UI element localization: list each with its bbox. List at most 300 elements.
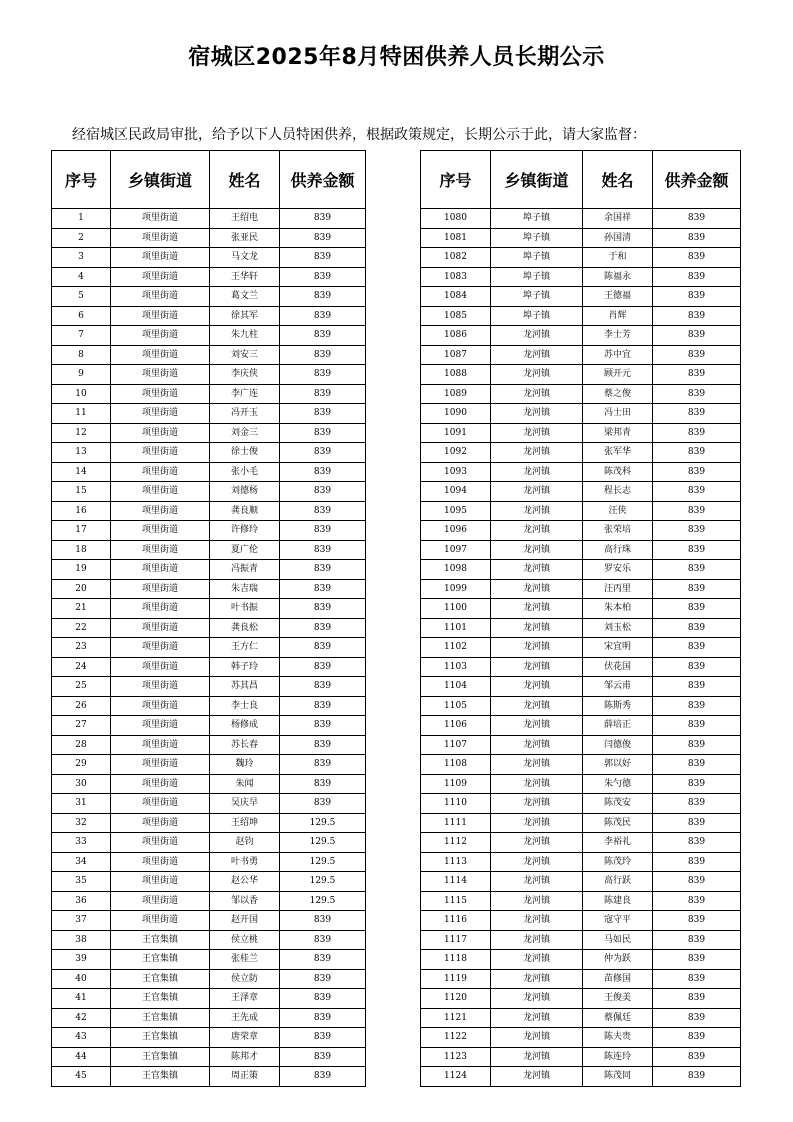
table-row xyxy=(52,599,366,619)
cell-amount: 839 xyxy=(280,930,366,950)
cell-town: 王官集镇 xyxy=(111,930,210,950)
table-row xyxy=(421,1067,741,1087)
cell-name: 苏中宜 xyxy=(583,345,653,365)
cell-amount: 839 xyxy=(653,462,741,482)
cell-amount: 839 xyxy=(280,1028,366,1048)
cell-town: 项里街道 xyxy=(111,794,210,814)
cell-amount: 839 xyxy=(653,209,741,229)
cell-name: 侯立桃 xyxy=(210,930,280,950)
cell-name: 邹云甫 xyxy=(583,677,653,697)
cell-amount: 839 xyxy=(280,209,366,229)
table-row xyxy=(421,989,741,1009)
table-row xyxy=(52,833,366,853)
cell-index: 1121 xyxy=(421,1008,491,1028)
cell-name: 陈福永 xyxy=(583,267,653,287)
table-row xyxy=(52,794,366,814)
cell-amount: 839 xyxy=(653,482,741,502)
table-row xyxy=(421,267,741,287)
cell-index: 14 xyxy=(52,462,111,482)
cell-amount: 839 xyxy=(280,677,366,697)
intro-text: 经宿城区民政局审批，给予以下人员特困供养，根据政策规定，长期公示于此，请大家监督： xyxy=(72,127,646,143)
table-row xyxy=(421,833,741,853)
page-title: 宿城区2025年8月特困供养人员长期公示 xyxy=(188,45,605,70)
cell-index: 1083 xyxy=(421,267,491,287)
cell-name: 徐士俊 xyxy=(210,443,280,463)
cell-index: 45 xyxy=(52,1067,111,1087)
cell-name: 李裕礼 xyxy=(583,833,653,853)
cell-name: 王华轩 xyxy=(210,267,280,287)
cell-amount: 839 xyxy=(280,501,366,521)
cell-index: 1104 xyxy=(421,677,491,697)
cell-name: 于和 xyxy=(583,248,653,268)
cell-town: 龙河镇 xyxy=(491,579,583,599)
cell-town: 项里街道 xyxy=(111,677,210,697)
cell-name: 叶书振 xyxy=(210,599,280,619)
cell-town: 王官集镇 xyxy=(111,989,210,1009)
cell-name: 赵钧 xyxy=(210,833,280,853)
cell-index: 11 xyxy=(52,404,111,424)
cell-amount: 839 xyxy=(280,618,366,638)
cell-index: 1097 xyxy=(421,540,491,560)
cell-town: 项里街道 xyxy=(111,248,210,268)
cell-amount: 839 xyxy=(280,657,366,677)
cell-amount: 839 xyxy=(653,267,741,287)
cell-amount: 129.5 xyxy=(280,813,366,833)
cell-name: 侯立防 xyxy=(210,969,280,989)
cell-name: 王先成 xyxy=(210,1008,280,1028)
cell-amount: 839 xyxy=(280,1067,366,1087)
cell-name: 徐其军 xyxy=(210,306,280,326)
cell-index: 1102 xyxy=(421,638,491,658)
cell-amount: 839 xyxy=(653,501,741,521)
cell-town: 项里街道 xyxy=(111,267,210,287)
table-row xyxy=(421,755,741,775)
cell-amount: 839 xyxy=(653,1028,741,1048)
cell-amount: 839 xyxy=(653,989,741,1009)
cell-town: 埠子镇 xyxy=(491,287,583,307)
cell-town: 龙河镇 xyxy=(491,326,583,346)
cell-index: 1088 xyxy=(421,365,491,385)
cell-amount: 839 xyxy=(280,989,366,1009)
cell-index: 1082 xyxy=(421,248,491,268)
cell-name: 朱闻 xyxy=(210,774,280,794)
cell-index: 28 xyxy=(52,735,111,755)
cell-amount: 839 xyxy=(653,521,741,541)
cell-amount: 839 xyxy=(653,306,741,326)
cell-amount: 839 xyxy=(280,326,366,346)
table-row xyxy=(52,716,366,736)
cell-amount: 839 xyxy=(653,1047,741,1067)
cell-town: 项里街道 xyxy=(111,345,210,365)
cell-index: 1112 xyxy=(421,833,491,853)
cell-amount: 839 xyxy=(653,423,741,443)
cell-amount: 839 xyxy=(653,345,741,365)
cell-town: 项里街道 xyxy=(111,579,210,599)
cell-index: 2 xyxy=(52,228,111,248)
cell-name: 高行跃 xyxy=(583,872,653,892)
cell-name: 邹以香 xyxy=(210,891,280,911)
table-row xyxy=(421,969,741,989)
cell-name: 仲为跃 xyxy=(583,950,653,970)
table-row xyxy=(421,404,741,424)
table-row xyxy=(52,677,366,697)
cell-town: 项里街道 xyxy=(111,540,210,560)
table-row xyxy=(52,1028,366,1048)
cell-index: 39 xyxy=(52,950,111,970)
cell-town: 龙河镇 xyxy=(491,384,583,404)
cell-index: 1087 xyxy=(421,345,491,365)
table-row xyxy=(52,813,366,833)
cell-amount: 839 xyxy=(653,716,741,736)
cell-town: 埠子镇 xyxy=(491,248,583,268)
cell-index: 1085 xyxy=(421,306,491,326)
table-row xyxy=(52,1008,366,1028)
cell-index: 1108 xyxy=(421,755,491,775)
cell-name: 伏花国 xyxy=(583,657,653,677)
cell-amount: 839 xyxy=(653,618,741,638)
cell-name: 吴庆早 xyxy=(210,794,280,814)
table-row xyxy=(421,891,741,911)
table-row xyxy=(52,774,366,794)
cell-name: 冯振青 xyxy=(210,560,280,580)
table-row xyxy=(52,969,366,989)
cell-amount: 839 xyxy=(653,443,741,463)
cell-town: 项里街道 xyxy=(111,501,210,521)
table-row xyxy=(52,384,366,404)
cell-amount: 839 xyxy=(280,404,366,424)
cell-amount: 839 xyxy=(653,1008,741,1028)
cell-amount: 839 xyxy=(280,911,366,931)
cell-town: 项里街道 xyxy=(111,306,210,326)
table-row xyxy=(421,540,741,560)
cell-index: 41 xyxy=(52,989,111,1009)
cell-index: 1 xyxy=(52,209,111,229)
cell-town: 项里街道 xyxy=(111,462,210,482)
table-row xyxy=(52,423,366,443)
cell-name: 汪侠 xyxy=(583,501,653,521)
cell-name: 薛培正 xyxy=(583,716,653,736)
cell-amount: 839 xyxy=(280,735,366,755)
cell-town: 龙河镇 xyxy=(491,638,583,658)
table-row xyxy=(421,735,741,755)
cell-name: 陈茂同 xyxy=(583,1067,653,1087)
cell-town: 项里街道 xyxy=(111,365,210,385)
cell-amount: 839 xyxy=(280,345,366,365)
cell-index: 9 xyxy=(52,365,111,385)
table-row xyxy=(421,1047,741,1067)
cell-index: 1116 xyxy=(421,911,491,931)
cell-amount: 839 xyxy=(653,852,741,872)
cell-town: 龙河镇 xyxy=(491,950,583,970)
cell-name: 赵开国 xyxy=(210,911,280,931)
cell-town: 项里街道 xyxy=(111,560,210,580)
cell-name: 陈茂安 xyxy=(583,794,653,814)
cell-name: 程长志 xyxy=(583,482,653,502)
cell-index: 1094 xyxy=(421,482,491,502)
table-row xyxy=(421,930,741,950)
cell-town: 龙河镇 xyxy=(491,833,583,853)
table-row xyxy=(52,638,366,658)
table-row xyxy=(421,774,741,794)
cell-amount: 839 xyxy=(280,579,366,599)
cell-town: 项里街道 xyxy=(111,891,210,911)
cell-amount: 839 xyxy=(653,774,741,794)
table-row xyxy=(421,716,741,736)
cell-name: 龚良顺 xyxy=(210,501,280,521)
cell-name: 李士芳 xyxy=(583,326,653,346)
cell-town: 龙河镇 xyxy=(491,599,583,619)
cell-amount: 129.5 xyxy=(280,852,366,872)
cell-amount: 839 xyxy=(280,540,366,560)
cell-index: 44 xyxy=(52,1047,111,1067)
cell-amount: 839 xyxy=(653,735,741,755)
cell-name: 罗安乐 xyxy=(583,560,653,580)
table-row xyxy=(52,267,366,287)
cell-town: 项里街道 xyxy=(111,482,210,502)
cell-amount: 839 xyxy=(280,755,366,775)
cell-town: 龙河镇 xyxy=(491,365,583,385)
cell-town: 龙河镇 xyxy=(491,423,583,443)
table-row xyxy=(52,345,366,365)
cell-town: 项里街道 xyxy=(111,209,210,229)
cell-town: 项里街道 xyxy=(111,872,210,892)
table-row xyxy=(421,560,741,580)
header-town: 乡镇街道 xyxy=(491,151,583,209)
cell-town: 项里街道 xyxy=(111,521,210,541)
cell-index: 7 xyxy=(52,326,111,346)
cell-index: 35 xyxy=(52,872,111,892)
table-row xyxy=(52,1047,366,1067)
cell-amount: 839 xyxy=(280,443,366,463)
cell-index: 5 xyxy=(52,287,111,307)
cell-amount: 839 xyxy=(280,969,366,989)
table-row xyxy=(421,287,741,307)
cell-name: 龚良松 xyxy=(210,618,280,638)
cell-index: 1093 xyxy=(421,462,491,482)
cell-name: 孙国清 xyxy=(583,228,653,248)
cell-name: 陈茂民 xyxy=(583,813,653,833)
cell-name: 葛文兰 xyxy=(210,287,280,307)
header-row xyxy=(52,151,366,209)
table-row xyxy=(421,209,741,229)
header-name: 姓名 xyxy=(583,151,653,209)
cell-town: 龙河镇 xyxy=(491,1067,583,1087)
table-row xyxy=(52,618,366,638)
cell-amount: 839 xyxy=(653,579,741,599)
cell-index: 37 xyxy=(52,911,111,931)
cell-name: 夏广伦 xyxy=(210,540,280,560)
cell-name: 周正策 xyxy=(210,1067,280,1087)
cell-name: 李广连 xyxy=(210,384,280,404)
cell-amount: 839 xyxy=(280,774,366,794)
cell-name: 宋宜明 xyxy=(583,638,653,658)
table-row xyxy=(421,813,741,833)
cell-town: 项里街道 xyxy=(111,404,210,424)
table-row xyxy=(421,677,741,697)
header-town: 乡镇街道 xyxy=(111,151,210,209)
table-row xyxy=(52,248,366,268)
table-row xyxy=(421,911,741,931)
cell-index: 31 xyxy=(52,794,111,814)
table-row xyxy=(421,384,741,404)
cell-amount: 839 xyxy=(653,969,741,989)
cell-town: 项里街道 xyxy=(111,852,210,872)
cell-index: 23 xyxy=(52,638,111,658)
cell-index: 17 xyxy=(52,521,111,541)
cell-amount: 129.5 xyxy=(280,833,366,853)
header-name: 姓名 xyxy=(210,151,280,209)
cell-name: 刘金三 xyxy=(210,423,280,443)
cell-town: 龙河镇 xyxy=(491,443,583,463)
cell-index: 6 xyxy=(52,306,111,326)
table-row xyxy=(421,1028,741,1048)
cell-amount: 839 xyxy=(280,716,366,736)
cell-index: 1105 xyxy=(421,696,491,716)
cell-town: 埠子镇 xyxy=(491,267,583,287)
header-index: 序号 xyxy=(421,151,491,209)
cell-name: 顾开元 xyxy=(583,365,653,385)
cell-amount: 129.5 xyxy=(280,872,366,892)
cell-amount: 839 xyxy=(280,482,366,502)
cell-town: 龙河镇 xyxy=(491,560,583,580)
cell-town: 龙河镇 xyxy=(491,794,583,814)
cell-town: 龙河镇 xyxy=(491,462,583,482)
cell-index: 1117 xyxy=(421,930,491,950)
cell-amount: 839 xyxy=(280,638,366,658)
cell-name: 王方仁 xyxy=(210,638,280,658)
cell-index: 22 xyxy=(52,618,111,638)
cell-amount: 839 xyxy=(280,950,366,970)
cell-town: 龙河镇 xyxy=(491,735,583,755)
cell-index: 1089 xyxy=(421,384,491,404)
cell-index: 1122 xyxy=(421,1028,491,1048)
cell-index: 27 xyxy=(52,716,111,736)
cell-amount: 839 xyxy=(653,560,741,580)
cell-town: 项里街道 xyxy=(111,443,210,463)
table-row xyxy=(52,911,366,931)
cell-amount: 839 xyxy=(280,365,366,385)
cell-index: 13 xyxy=(52,443,111,463)
table-row xyxy=(52,1067,366,1087)
table-row xyxy=(421,462,741,482)
table-row xyxy=(421,579,741,599)
table-row xyxy=(52,989,366,1009)
cell-index: 34 xyxy=(52,852,111,872)
cell-amount: 839 xyxy=(653,872,741,892)
cell-name: 朱吉瑞 xyxy=(210,579,280,599)
cell-index: 1107 xyxy=(421,735,491,755)
cell-amount: 839 xyxy=(280,1008,366,1028)
cell-town: 龙河镇 xyxy=(491,716,583,736)
cell-index: 1099 xyxy=(421,579,491,599)
cell-town: 王官集镇 xyxy=(111,1008,210,1028)
table-row xyxy=(421,501,741,521)
cell-name: 陈茂科 xyxy=(583,462,653,482)
cell-amount: 839 xyxy=(280,287,366,307)
cell-index: 42 xyxy=(52,1008,111,1028)
cell-town: 龙河镇 xyxy=(491,482,583,502)
cell-index: 1096 xyxy=(421,521,491,541)
cell-amount: 839 xyxy=(653,599,741,619)
cell-index: 40 xyxy=(52,969,111,989)
cell-amount: 839 xyxy=(653,365,741,385)
cell-town: 王官集镇 xyxy=(111,1028,210,1048)
right-table xyxy=(420,150,741,1087)
cell-index: 10 xyxy=(52,384,111,404)
table-row xyxy=(52,404,366,424)
header-amount: 供养金额 xyxy=(653,151,741,209)
cell-index: 38 xyxy=(52,930,111,950)
cell-town: 项里街道 xyxy=(111,755,210,775)
cell-amount: 839 xyxy=(280,794,366,814)
cell-index: 29 xyxy=(52,755,111,775)
cell-town: 项里街道 xyxy=(111,423,210,443)
cell-town: 龙河镇 xyxy=(491,852,583,872)
cell-index: 1113 xyxy=(421,852,491,872)
cell-index: 1111 xyxy=(421,813,491,833)
cell-name: 蔡之俊 xyxy=(583,384,653,404)
cell-town: 龙河镇 xyxy=(491,618,583,638)
cell-name: 张军华 xyxy=(583,443,653,463)
cell-index: 1084 xyxy=(421,287,491,307)
cell-town: 埠子镇 xyxy=(491,209,583,229)
cell-name: 王绍电 xyxy=(210,209,280,229)
table-row xyxy=(52,657,366,677)
cell-town: 龙河镇 xyxy=(491,677,583,697)
cell-amount: 839 xyxy=(280,384,366,404)
table-row xyxy=(52,950,366,970)
cell-index: 1124 xyxy=(421,1067,491,1087)
cell-name: 许修玲 xyxy=(210,521,280,541)
table-row xyxy=(421,618,741,638)
table-row xyxy=(421,482,741,502)
cell-town: 龙河镇 xyxy=(491,911,583,931)
cell-amount: 839 xyxy=(280,1047,366,1067)
cell-index: 1086 xyxy=(421,326,491,346)
cell-name: 刘安三 xyxy=(210,345,280,365)
cell-index: 15 xyxy=(52,482,111,502)
cell-name: 李士良 xyxy=(210,696,280,716)
cell-name: 苏其昌 xyxy=(210,677,280,697)
cell-amount: 839 xyxy=(653,540,741,560)
cell-town: 龙河镇 xyxy=(491,813,583,833)
cell-amount: 839 xyxy=(653,755,741,775)
cell-index: 1098 xyxy=(421,560,491,580)
cell-index: 1119 xyxy=(421,969,491,989)
cell-index: 1090 xyxy=(421,404,491,424)
cell-index: 33 xyxy=(52,833,111,853)
cell-name: 汪丙里 xyxy=(583,579,653,599)
cell-town: 项里街道 xyxy=(111,287,210,307)
table-row xyxy=(421,696,741,716)
table-row xyxy=(421,228,741,248)
cell-amount: 839 xyxy=(653,326,741,346)
table-row xyxy=(421,306,741,326)
table-row xyxy=(52,560,366,580)
cell-name: 张桂兰 xyxy=(210,950,280,970)
table-row xyxy=(421,638,741,658)
cell-name: 王俊美 xyxy=(583,989,653,1009)
cell-town: 龙河镇 xyxy=(491,755,583,775)
cell-town: 龙河镇 xyxy=(491,345,583,365)
table-row xyxy=(421,794,741,814)
cell-name: 陈建良 xyxy=(583,891,653,911)
cell-town: 龙河镇 xyxy=(491,1008,583,1028)
cell-index: 1120 xyxy=(421,989,491,1009)
table-row xyxy=(421,248,741,268)
table-row xyxy=(421,423,741,443)
cell-town: 龙河镇 xyxy=(491,696,583,716)
